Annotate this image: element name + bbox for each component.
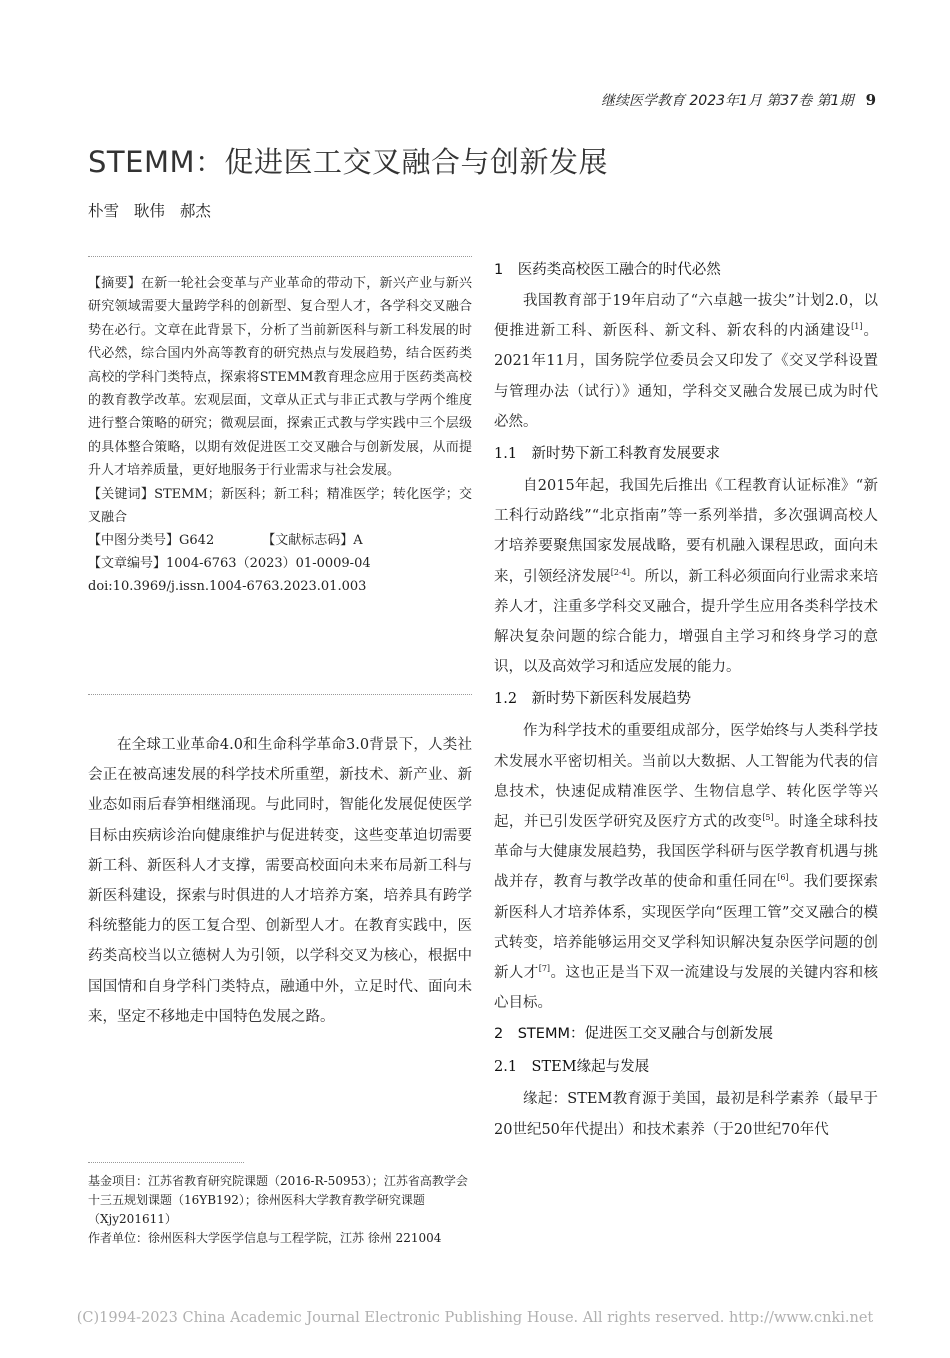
citation-6[interactable]: [6]	[777, 873, 789, 883]
keywords-paragraph	[88, 483, 472, 530]
intro-paragraph: 在全球工业革命4.0和生命科学革命3.0背景下，人类社会正在被高速发展的科学技术所重塑，新技术、新产业、新业态如雨后春笋相继涌现。与此同时，智能化发展促使医学目标由疾病诊治向健康维护与促进转变，这些变革迫切需要新工科、新医科人才支撑，需要高校面向未来布局新工科与新医科建设，探索与时俱进的人才培养方案，培养具有跨学科统整能力的医工复合型、创新型人才。在教育实践中，医药类高校当以立德树人为引领，以学科交叉为核心，根据中国国情和自身学科门类特点，融通中外，立足时代、面向未来，坚定不移地走中国特色发展之路。	[88, 737, 472, 1025]
citation-2-4[interactable]: [2-4]	[610, 567, 630, 577]
section-1-paragraph	[494, 286, 878, 437]
running-header	[601, 90, 876, 110]
abstract-bottom-divider	[88, 694, 472, 695]
article-id-value: 1004-6763（2023）01-0009-04	[166, 556, 371, 572]
section-heading-1: 1 医药类高校医工融合的时代必然	[494, 262, 721, 278]
p2-text-a: 自2015年起，我国先后推出《工程教育认证标准》“新工科行动路线”“北京指南”等一系列举措，多次强调高校人才培养要聚焦国家发展战略，要有机融入课程思政，面向未来，引领经济发展	[494, 478, 878, 585]
doc-code-value: A	[353, 533, 363, 549]
page-number: 9	[865, 91, 876, 109]
citation-1[interactable]: [1]	[851, 322, 863, 332]
classification-value: G642	[179, 533, 215, 549]
article-id-label: 【文章编号】	[88, 556, 167, 572]
copyright-line: (C)1994-2023 China Academic Journal Electronic Publishing House. All rights reserved. http://www.cnki.net	[76, 1310, 874, 1326]
p3-text-a: 作为科学技术的重要组成部分，医学始终与人类科学技术发展水平密切相关。当前以大数据、人工智能为代表的信息技术，快速促成精准医学、生物信息学、转化医学等兴起，并已引发医学研究及医疗方式的改变	[494, 723, 878, 831]
citation-5[interactable]: [5]	[762, 813, 774, 823]
section-1-2-paragraph	[494, 716, 878, 1018]
article-id-line	[88, 552, 472, 575]
abstract-label: 【摘要】	[88, 276, 141, 291]
keywords-text: STEMM；新医科；新工科；精准医学；转化医学；交叉融合	[88, 486, 472, 526]
p1-text-b: 。2021年11月，国务院学位委员会又印发了《交叉学科设置与管理办法（试行）》通知，学科交叉融合发展已成为时代必然。	[494, 323, 879, 430]
abstract-paragraph	[88, 272, 472, 483]
right-column	[494, 254, 878, 1145]
abstract-block	[88, 272, 472, 598]
classification-label: 【中图分类号】	[88, 533, 180, 549]
p1-text-a: 我国教育部于19年启动了“六卓越一拔尖”计划2.0，以便推进新工科、新医科、新文科、新农科的内涵建设	[494, 293, 878, 340]
abstract-top-divider	[88, 256, 472, 257]
doc-code-label: 【文献标志码】	[262, 533, 354, 549]
section-1-1-paragraph	[494, 471, 878, 682]
footnote-divider	[88, 1162, 244, 1163]
footnote-block	[88, 1172, 472, 1248]
doi-line: doi:10.3969/j.issn.1004-6763.2023.01.003	[88, 579, 367, 595]
p3-text-b: 。时逢全球科技革命与大健康发展趋势，我国医学科研与医学教育机遇与挑战并存，教育与教学改革的使命和重任同在	[494, 814, 878, 891]
section-heading-1-1: 1.1 新时势下新工科教育发展要求	[494, 446, 721, 463]
abstract-text: 在新一轮社会变革与产业革命的带动下，新兴产业与新兴研究领域需要大量跨学科的创新型、复合型人才，各学科交叉融合势在必行。文章在此背景下，分析了当前新医科与新工科发展的时代必然，综合国内外高等教育的研究热点与发展趋势，结合医药类高校的学科门类特点，探索将STEMM教育理念应用于医药类高校的教育教学改革。宏观层面，文章从正式与非正式教与学两个维度进行整合策略的研究；微观层面，探索正式教与学实践中三个层级的具体整合策略，以期有效促进医工交叉融合与创新发展，从而提升人才培养质量，更好地服务于行业需求与社会发展。	[88, 276, 472, 479]
keywords-label: 【关键词】	[88, 486, 155, 502]
section-heading-1-2: 1.2 新时势下新医科发展趋势	[494, 691, 692, 708]
section-heading-2-1: 2.1 STEM缘起与发展	[494, 1059, 650, 1076]
section-heading-2: 2 STEMM：促进医工交叉融合与创新发展	[494, 1026, 773, 1043]
journal-info: 继续医学教育 2023年1月 第37卷 第1期	[600, 93, 854, 109]
p2-text-b: 。所以，新工科必须面向行业需求来培养人才，注重多学科交叉融合，提升学生应用各类科学技术解决复杂问题的综合能力，增强自主学习和终身学习的意识，以及高效学习和适应发展的能力。	[494, 568, 879, 676]
citation-7[interactable]: [7]	[538, 964, 551, 974]
p3-text-d: 。这也正是当下双一流建设与发展的关键内容和核心目标。	[494, 965, 878, 1012]
article-title: STEMM：促进医工交叉融合与创新发展	[88, 145, 608, 179]
article-authors: 朴雪 耿伟 郝杰	[88, 202, 211, 220]
p3-text-c: 。我们要探索新医科人才培养体系，实现医学向“医理工管”交叉融合的模式转变，培养能够运用交叉学科知识解决复杂医学问题的创新人才	[494, 874, 878, 982]
classification-line	[88, 529, 472, 552]
author-affiliation: 作者单位：徐州医科大学医学信息与工程学院，江苏 徐州 221004	[88, 1231, 442, 1245]
intro-body	[88, 730, 472, 1032]
section-2-1-paragraph: 缘起：STEM教育源于美国，最初是科学素养（最早于20世纪50年代提出）和技术素养（于20世纪70年代	[494, 1091, 878, 1138]
fund-info: 基金项目：江苏省教育研究院课题（2016-R-50953）；江苏省高教学会十三五规划课题（16YB192）；徐州医科大学教育教学研究课题（Xjy201611）	[88, 1174, 468, 1226]
